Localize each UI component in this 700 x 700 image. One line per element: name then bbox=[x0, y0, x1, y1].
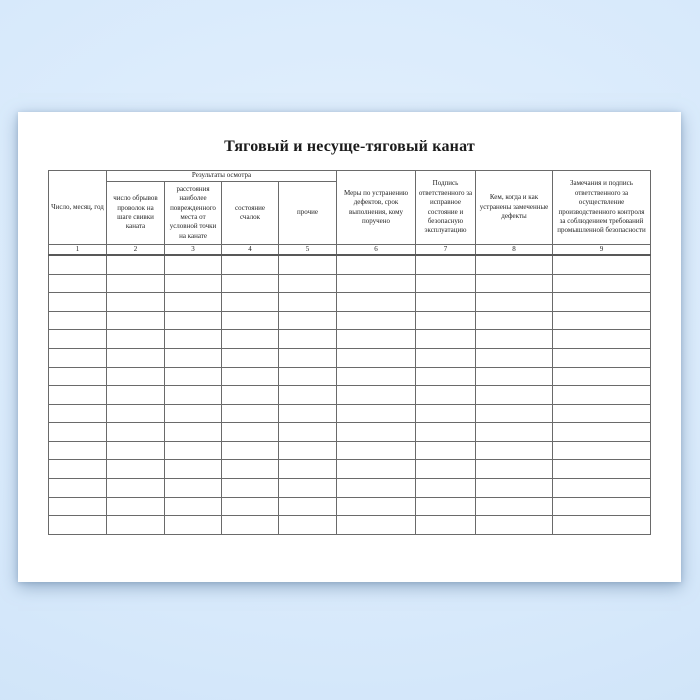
table-cell bbox=[553, 311, 651, 330]
table-cell bbox=[553, 274, 651, 293]
table-cell bbox=[337, 497, 416, 516]
table-cell bbox=[416, 311, 476, 330]
table-cell bbox=[553, 497, 651, 516]
table-row bbox=[49, 423, 651, 442]
table-cell bbox=[553, 330, 651, 349]
table-cell bbox=[107, 404, 165, 423]
table-cell bbox=[165, 404, 222, 423]
table-cell bbox=[107, 460, 165, 479]
table-cell bbox=[476, 423, 553, 442]
table-cell bbox=[553, 367, 651, 386]
table-cell bbox=[49, 386, 107, 405]
table-cell bbox=[416, 441, 476, 460]
table-cell bbox=[279, 255, 337, 274]
table-cell bbox=[165, 460, 222, 479]
table-cell bbox=[222, 330, 279, 349]
table-cell bbox=[279, 367, 337, 386]
table-row bbox=[49, 293, 651, 312]
table-cell bbox=[416, 460, 476, 479]
table-cell bbox=[553, 441, 651, 460]
table-row bbox=[49, 255, 651, 274]
table-cell bbox=[165, 330, 222, 349]
table-cell bbox=[165, 293, 222, 312]
table-cell bbox=[107, 255, 165, 274]
table-cell bbox=[222, 293, 279, 312]
table-cell bbox=[49, 348, 107, 367]
table-cell bbox=[279, 293, 337, 312]
table-cell bbox=[49, 255, 107, 274]
table-row bbox=[49, 348, 651, 367]
table-cell bbox=[476, 311, 553, 330]
table-cell bbox=[337, 348, 416, 367]
table-cell bbox=[553, 423, 651, 442]
table-cell bbox=[337, 311, 416, 330]
table-cell bbox=[107, 367, 165, 386]
table-row bbox=[49, 516, 651, 535]
col-header-date: Число, месяц, год bbox=[49, 171, 107, 245]
table-row bbox=[49, 386, 651, 405]
table-row bbox=[49, 479, 651, 498]
table-header bbox=[49, 171, 651, 256]
table-cell bbox=[222, 516, 279, 535]
table-cell bbox=[49, 311, 107, 330]
table-cell bbox=[476, 404, 553, 423]
column-number-row bbox=[49, 245, 651, 256]
table-cell bbox=[337, 423, 416, 442]
table-cell bbox=[279, 479, 337, 498]
table-cell bbox=[476, 497, 553, 516]
table-cell bbox=[107, 441, 165, 460]
table-cell bbox=[416, 330, 476, 349]
table-cell bbox=[416, 348, 476, 367]
table-cell bbox=[49, 404, 107, 423]
column-number: 4 bbox=[222, 245, 279, 256]
table-cell bbox=[49, 274, 107, 293]
table-cell bbox=[107, 497, 165, 516]
table-cell bbox=[222, 348, 279, 367]
table-cell bbox=[337, 441, 416, 460]
page-title: Тяговый и несуще-тяговый канат bbox=[224, 138, 475, 155]
table-cell bbox=[165, 274, 222, 293]
table-cell bbox=[107, 330, 165, 349]
table-cell bbox=[476, 367, 553, 386]
table-cell bbox=[222, 311, 279, 330]
table-cell bbox=[416, 386, 476, 405]
column-number: 6 bbox=[337, 245, 416, 256]
table-cell bbox=[49, 330, 107, 349]
table-cell bbox=[337, 274, 416, 293]
column-number: 1 bbox=[49, 245, 107, 256]
table-cell bbox=[49, 460, 107, 479]
table-row bbox=[49, 441, 651, 460]
table-cell bbox=[107, 479, 165, 498]
table-cell bbox=[476, 293, 553, 312]
table-cell bbox=[416, 367, 476, 386]
table-cell bbox=[107, 274, 165, 293]
column-number: 7 bbox=[416, 245, 476, 256]
table-cell bbox=[416, 423, 476, 442]
table-cell bbox=[416, 293, 476, 312]
table-cell bbox=[165, 348, 222, 367]
table-cell bbox=[107, 311, 165, 330]
table-cell bbox=[165, 367, 222, 386]
table-row bbox=[49, 460, 651, 479]
table-cell bbox=[165, 497, 222, 516]
table-cell bbox=[49, 441, 107, 460]
col-header-damage-distance: расстояния наиболее поврежденного места от условной точки на канате bbox=[165, 182, 222, 245]
table-cell bbox=[337, 367, 416, 386]
table-cell bbox=[553, 386, 651, 405]
table-cell bbox=[279, 274, 337, 293]
table-cell bbox=[107, 423, 165, 442]
table-cell bbox=[49, 479, 107, 498]
table-cell bbox=[476, 255, 553, 274]
table-cell bbox=[337, 255, 416, 274]
table-cell bbox=[222, 441, 279, 460]
table-cell bbox=[279, 516, 337, 535]
table-cell bbox=[222, 479, 279, 498]
table-cell bbox=[416, 274, 476, 293]
table-cell bbox=[476, 348, 553, 367]
table-row bbox=[49, 274, 651, 293]
table-cell bbox=[222, 386, 279, 405]
table-cell bbox=[279, 311, 337, 330]
table-cell bbox=[476, 274, 553, 293]
table-cell bbox=[416, 516, 476, 535]
table-cell bbox=[337, 479, 416, 498]
table-cell bbox=[476, 460, 553, 479]
col-header-responsible-signature: Подпись ответственного за исправное состояние и безопасную эксплуатацию bbox=[416, 171, 476, 245]
table-cell bbox=[49, 516, 107, 535]
document-page bbox=[18, 112, 681, 582]
table-cell bbox=[337, 404, 416, 423]
table-cell bbox=[553, 348, 651, 367]
table-cell bbox=[416, 479, 476, 498]
group-header-row bbox=[49, 171, 651, 182]
column-number: 9 bbox=[553, 245, 651, 256]
table-cell bbox=[337, 516, 416, 535]
table-cell bbox=[476, 386, 553, 405]
table-cell bbox=[279, 460, 337, 479]
table-cell bbox=[476, 516, 553, 535]
table-row bbox=[49, 367, 651, 386]
table-cell bbox=[222, 367, 279, 386]
table-cell bbox=[279, 330, 337, 349]
table-cell bbox=[553, 516, 651, 535]
table-cell bbox=[49, 497, 107, 516]
table-cell bbox=[476, 330, 553, 349]
table-cell bbox=[337, 330, 416, 349]
table-cell bbox=[165, 479, 222, 498]
table-cell bbox=[279, 441, 337, 460]
table-body bbox=[49, 255, 651, 534]
table-cell bbox=[553, 460, 651, 479]
table-cell bbox=[337, 386, 416, 405]
column-number: 5 bbox=[279, 245, 337, 256]
table-cell bbox=[165, 441, 222, 460]
table-cell bbox=[49, 423, 107, 442]
table-cell bbox=[165, 516, 222, 535]
table-cell bbox=[279, 423, 337, 442]
table-cell bbox=[476, 479, 553, 498]
rope-inspection-log-table bbox=[48, 170, 651, 535]
table-cell bbox=[165, 386, 222, 405]
column-number: 3 bbox=[165, 245, 222, 256]
table-cell bbox=[553, 293, 651, 312]
table-row bbox=[49, 330, 651, 349]
table-cell bbox=[337, 293, 416, 312]
col-header-defects-fixed-by: Кем, когда и как устранены замеченные дефекты bbox=[476, 171, 553, 245]
table-row bbox=[49, 497, 651, 516]
table-cell bbox=[416, 404, 476, 423]
table-cell bbox=[279, 348, 337, 367]
table-row bbox=[49, 311, 651, 330]
table-cell bbox=[49, 367, 107, 386]
table-cell bbox=[222, 460, 279, 479]
column-number: 8 bbox=[476, 245, 553, 256]
col-header-supervision-remarks: Замечания и подпись ответственного за осуществление производственного контроля за соблюдением требований промышленной безопасности bbox=[553, 171, 651, 245]
table-cell bbox=[222, 404, 279, 423]
table-cell bbox=[165, 423, 222, 442]
table-cell bbox=[553, 255, 651, 274]
table-cell bbox=[416, 497, 476, 516]
table-cell bbox=[49, 293, 107, 312]
table-cell bbox=[107, 348, 165, 367]
table-cell bbox=[222, 497, 279, 516]
table-row bbox=[49, 404, 651, 423]
col-group-header-inspection-results: Результаты осмотра bbox=[107, 171, 337, 182]
table-cell bbox=[279, 386, 337, 405]
col-header-other: прочие bbox=[279, 182, 337, 245]
table-cell bbox=[222, 255, 279, 274]
table-cell bbox=[222, 274, 279, 293]
col-header-defect-measures: Меры по устранению дефектов, срок выполнения, кому поручено bbox=[337, 171, 416, 245]
table-cell bbox=[107, 516, 165, 535]
table-cell bbox=[107, 293, 165, 312]
table-cell bbox=[165, 311, 222, 330]
col-header-wire-breaks: число обрывов проволок на шаге свивки каната bbox=[107, 182, 165, 245]
table-cell bbox=[416, 255, 476, 274]
table-cell bbox=[165, 255, 222, 274]
table-cell bbox=[476, 441, 553, 460]
table-cell bbox=[553, 479, 651, 498]
table-cell bbox=[107, 386, 165, 405]
table-cell bbox=[279, 497, 337, 516]
col-header-splice-condition: состояние счалок bbox=[222, 182, 279, 245]
table-cell bbox=[553, 404, 651, 423]
column-number: 2 bbox=[107, 245, 165, 256]
table-cell bbox=[279, 404, 337, 423]
table-cell bbox=[222, 423, 279, 442]
table-cell bbox=[337, 460, 416, 479]
